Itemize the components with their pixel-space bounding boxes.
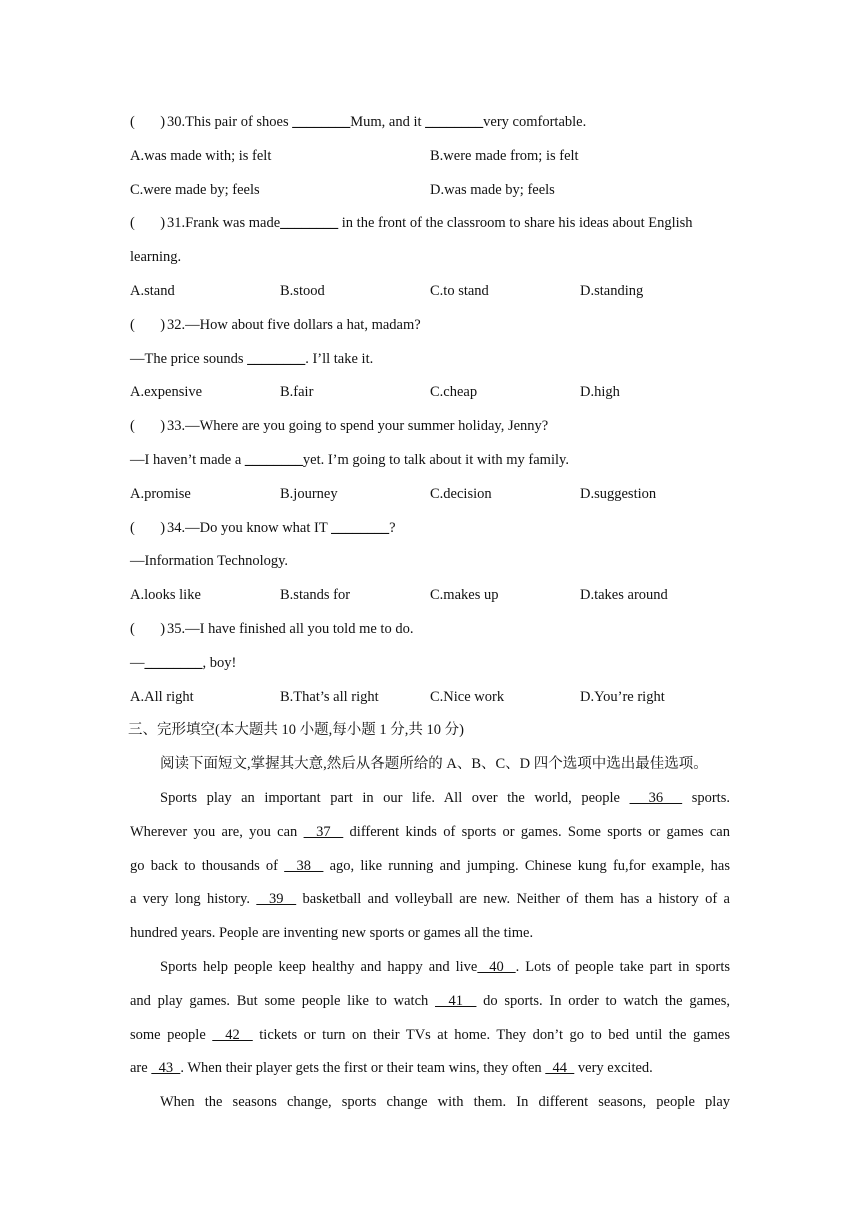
answer-blank: ________ xyxy=(331,519,390,536)
option-d: D.was made by; feels xyxy=(430,181,555,198)
blank-42: 42 xyxy=(212,1026,253,1043)
passage-line: Sports help people keep healthy and happy and live 40 . Lots of people take part in sports xyxy=(160,958,731,975)
answer-blank: ________ xyxy=(144,654,203,671)
passage-line: some people 42 tickets or turn on their TVs at home. They don’t go to bed until the games xyxy=(130,1026,731,1043)
document-content xyxy=(130,108,730,1122)
option-b: B.stands for xyxy=(280,587,351,604)
option-c: C.cheap xyxy=(430,384,478,401)
question-34-reply: —Information Technology. xyxy=(130,553,289,570)
option-c: C.to stand xyxy=(430,282,489,299)
passage-line: are 43 . When their player gets the first or their team wins, they often 44 very excited. xyxy=(130,1060,653,1077)
question-35-stem: ( ) 35.—I have finished all you told me to do. xyxy=(130,615,730,649)
option-d: D.You’re right xyxy=(580,688,665,705)
option-b: B.That’s all right xyxy=(280,688,379,705)
answer-bracket: ( ) xyxy=(130,519,166,536)
blank-41: 41 xyxy=(435,992,477,1009)
blank-36: 36 xyxy=(629,789,683,806)
option-d: D.takes around xyxy=(580,587,668,604)
question-30-options-row-1 xyxy=(130,142,730,176)
option-c: C.Nice work xyxy=(430,688,505,705)
answer-blank: ________ xyxy=(425,114,484,130)
answer-blank: ________ xyxy=(244,451,303,468)
answer-bracket: ( ) xyxy=(130,316,166,333)
option-b: B.stood xyxy=(280,282,325,299)
option-a: A.expensive xyxy=(130,384,203,401)
option-c: C.were made by; feels xyxy=(130,181,260,198)
option-d: D.suggestion xyxy=(580,485,657,502)
answer-bracket: ( ) xyxy=(130,114,166,130)
option-a: A.promise xyxy=(130,485,191,502)
option-c: C.makes up xyxy=(430,587,499,604)
section-heading: 三、完形填空(本大题共 10 小题,每小题 1 分,共 10 分) xyxy=(128,722,464,739)
passage-line: Sports play an important part in our life. All over the world, people 36 sports. xyxy=(160,789,730,806)
question-35-reply: —________, boy! xyxy=(130,649,730,683)
answer-bracket: ( ) xyxy=(130,620,166,637)
question-31-options xyxy=(130,277,730,311)
question-35-options xyxy=(130,683,730,717)
blank-43: 43 xyxy=(151,1060,181,1077)
blank-38: 38 xyxy=(284,857,324,874)
option-a: A.looks like xyxy=(130,587,201,604)
question-30-options-row-2 xyxy=(130,176,730,210)
question-33-options xyxy=(130,480,730,514)
question-33-stem: ( ) 33.—Where are you going to spend your summer holiday, Jenny? xyxy=(130,412,730,446)
question-34-stem: ( ) 34.—Do you know what IT ________? xyxy=(130,514,730,548)
question-31-stem-continued: learning. xyxy=(130,249,182,266)
passage-line: When the seasons change, sports change with them. In different seasons, people play xyxy=(160,1094,730,1111)
question-31-stem: ( ) 31.Frank was made________ in the front of the classroom to share his ideas about English xyxy=(130,209,730,243)
answer-bracket: ( ) xyxy=(130,418,166,435)
passage-line: go back to thousands of 38 ago, like running and jumping. Chinese kung fu,for example, has xyxy=(130,857,730,874)
option-a: A.was made with; is felt xyxy=(130,147,272,164)
answer-blank: ________ xyxy=(292,114,351,130)
option-a: A.All right xyxy=(130,688,194,705)
option-b: B.fair xyxy=(280,384,314,401)
section-instruction: 阅读下面短文,掌握其大意,然后从各题所给的 A、B、C、D 四个选项中选出最佳选项。 xyxy=(160,756,708,773)
blank-37: 37 xyxy=(303,823,344,840)
option-c: C.decision xyxy=(430,485,492,502)
option-b: B.were made from; is felt xyxy=(430,147,579,164)
blank-39: 39 xyxy=(256,891,297,908)
question-34-options xyxy=(130,581,730,615)
question-32-options xyxy=(130,378,730,412)
option-a: A.stand xyxy=(130,282,175,299)
answer-bracket: ( ) xyxy=(130,215,166,232)
passage-line: hundred years. People are inventing new sports or games all the time. xyxy=(130,925,534,942)
answer-blank: ________ xyxy=(247,350,306,367)
option-b: B.journey xyxy=(280,485,338,502)
blank-44: 44 xyxy=(545,1060,575,1077)
passage-line: and play games. But some people like to watch 41 do sports. In order to watch the games, xyxy=(130,992,731,1009)
answer-blank: ________ xyxy=(280,215,339,232)
option-d: D.standing xyxy=(580,282,644,299)
question-32-reply: —The price sounds ________. I’ll take it. xyxy=(130,345,730,379)
question-33-reply: —I haven’t made a ________yet. I’m going to talk about it with my family. xyxy=(130,446,730,480)
option-d: D.high xyxy=(580,384,620,401)
passage-line: a very long history. 39 basketball and volleyball are new. Neither of them has a history of a xyxy=(130,891,730,908)
question-30-stem: ( ) 30.This pair of shoes ________Mum, and it ________very comfortable. xyxy=(130,108,730,142)
question-32-stem: ( ) 32.—How about five dollars a hat, madam? xyxy=(130,311,730,345)
blank-40: 40 xyxy=(477,958,516,975)
passage-line: Wherever you are, you can 37 different kinds of sports or games. Some sports or games can xyxy=(130,823,730,840)
